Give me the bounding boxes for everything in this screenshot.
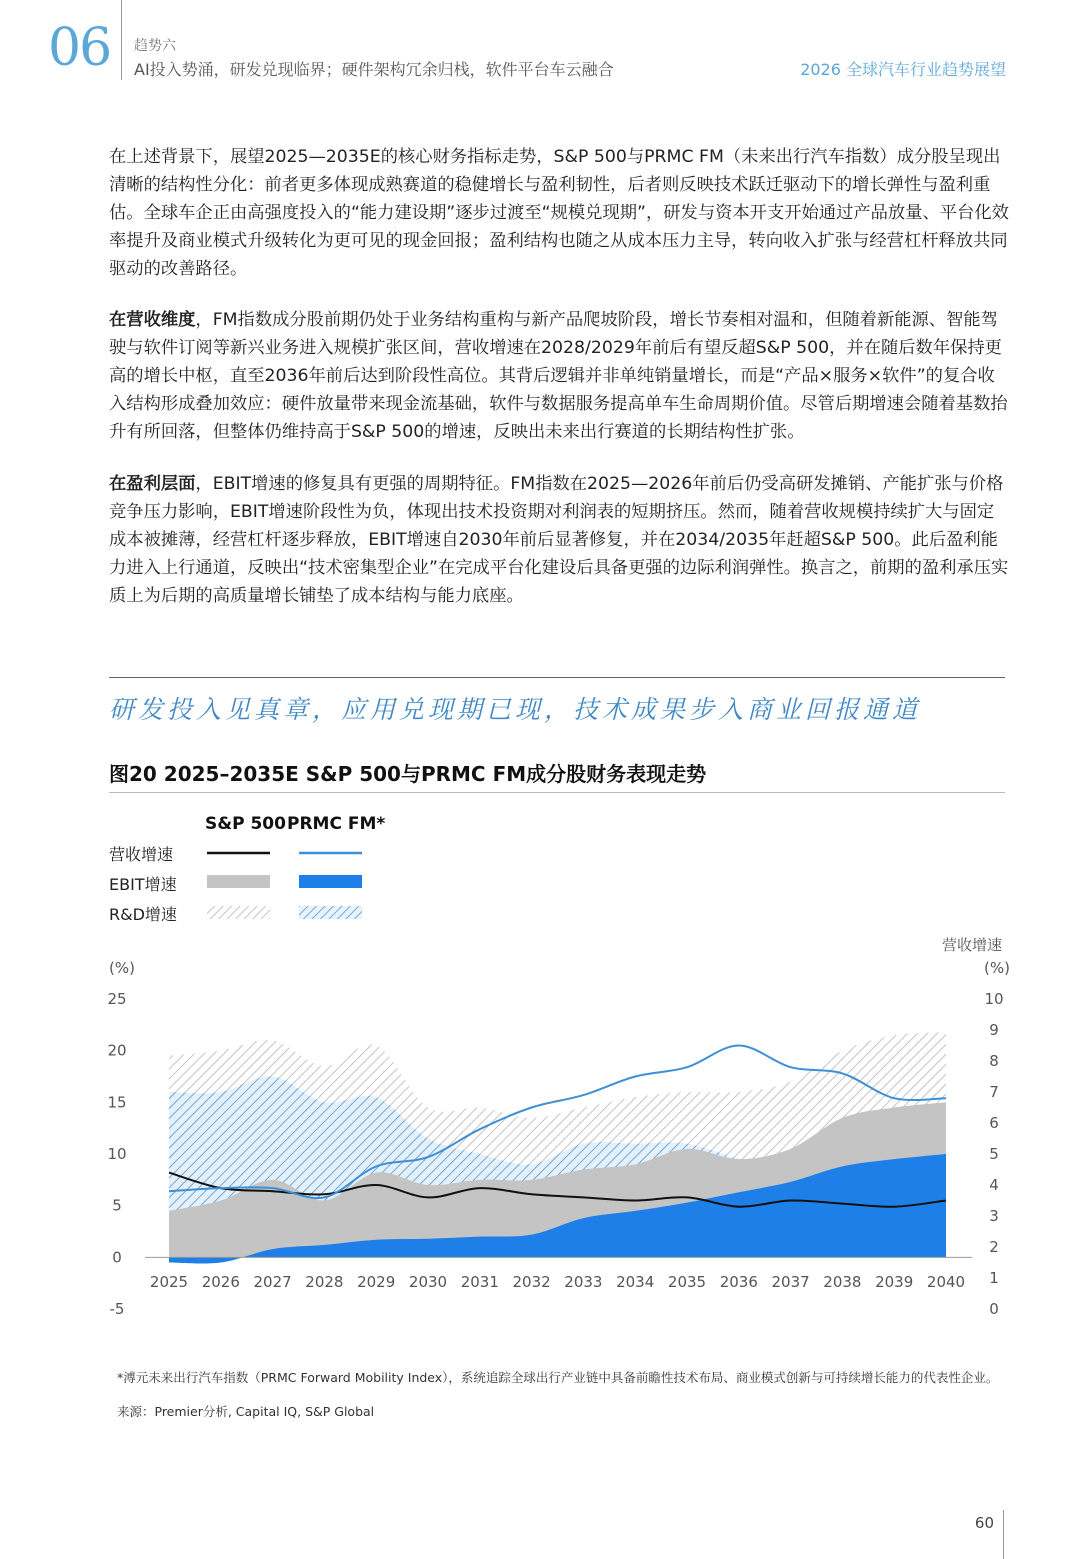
footnote-source: 来源：Premier分析, Capital IQ, S&P Global: [117, 1404, 375, 1419]
x-tick-label: 2027: [253, 1273, 292, 1291]
chapter-subtitle: AI投入势涌，研发兑现临界；硬件架构冗余归栈，软件平台车云融合: [134, 60, 614, 79]
footnote-note: *溥元未来出行汽车指数（PRMC Forward Mobility Index），系统追踪全球出行产业链中具备前瞻性技术布局、商业模式创新与可持续增长能力的代表性企业。: [117, 1370, 999, 1385]
right-axis-unit: (%): [984, 959, 1010, 977]
x-tick-label: 2025: [149, 1273, 189, 1291]
right-tick-label: 0: [989, 1300, 999, 1318]
x-tick-label: 2036: [719, 1273, 758, 1291]
x-tick-label: 2034: [616, 1273, 655, 1291]
x-tick-label: 2040: [926, 1273, 966, 1291]
x-tick-label: 2029: [357, 1273, 396, 1291]
right-tick-label: 8: [989, 1052, 999, 1070]
left-tick-label: -5: [109, 1300, 125, 1318]
x-tick-label: 2038: [823, 1273, 862, 1291]
legend-label-rnd: R&D增速: [109, 905, 177, 924]
left-tick-label: 15: [107, 1093, 127, 1112]
right-tick-label: 9: [989, 1021, 999, 1039]
report-title: 2026 全球汽车行业趋势展望: [800, 60, 1006, 79]
x-tick-label: 2032: [512, 1273, 551, 1291]
left-tick-label: 20: [107, 1041, 127, 1060]
left-tick-label: 25: [107, 990, 127, 1008]
chapter-number: 06: [48, 18, 111, 78]
paragraph-3-lead: 在盈利层面: [109, 474, 196, 494]
x-tick-label: 2035: [667, 1273, 707, 1291]
left-tick-label: 10: [107, 1145, 127, 1163]
paragraph-2-body: ，FM指数成分股前期仍处于业务结构重构与新产品爬坡阶段，增长节奏相对温和，但随着新能源、智能驾驶与软件订阅等新兴业务进入规模扩张区间，营收增速在2028/2029年前后有望反超S&P 500，并在随后数年保持更高的增长中枢，直至2036年前后达到阶段性高位。其背后逻辑并非单纯销量增长，而是“产品×服务×软件”的复合收入结构形成叠加效应：硬件放量带来现金流基础，软件与数据服务提高单车生命周期价值。尽管后期增速会随着基数抬升有所回落，但整体仍维持高于S&P 500的增速，反映出未来出行赛道的长期结构性扩张。: [109, 310, 1008, 442]
right-tick-label: 1: [989, 1269, 999, 1287]
x-tick-label: 2031: [460, 1273, 499, 1291]
paragraph-3-body: ，EBIT增速的修复具有更强的周期特征。FM指数在2025—2026年前后仍受高研发摊销、产能扩张与价格竞争压力影响，EBIT增速阶段性为负，体现出技术投资期对利润表的短期挤压。然而，随着营收规模持续扩大与固定成本被摊薄，经营杠杆逐步释放，EBIT增速自2030年前后显著修复，并在2034/2035年赶超S&P 500。此后盈利能力进入上行通道，反映出“技术密集型企业”在完成平台化建设后具备更强的边际利润弹性。换言之，前期的盈利承压实质上为后期的高质量增长铺垫了成本结构与能力底座。: [109, 474, 1009, 606]
x-tick-label: 2030: [408, 1273, 448, 1291]
x-tick-label: 2026: [201, 1273, 240, 1291]
right-tick-label: 7: [989, 1083, 999, 1101]
page-number: 60: [974, 1514, 994, 1532]
right-tick-label: 6: [989, 1114, 999, 1132]
legend-label-ebit: EBIT增速: [109, 875, 177, 894]
legend-header-sp500: S&P 500: [205, 814, 286, 834]
x-tick-label: 2033: [564, 1273, 603, 1291]
left-tick-label: 0: [112, 1248, 122, 1267]
right-tick-label: 5: [989, 1145, 999, 1163]
page-number-divider: [1003, 1510, 1004, 1559]
figure-title: 图20 2025–2035E S&P 500与PRMC FM成分股财务表现走势: [109, 762, 707, 786]
left-tick-label: 5: [112, 1196, 122, 1215]
x-tick-label: 2028: [305, 1273, 344, 1291]
section-title: 研发投入见真章，应用兑现期已现，技术成果步入商业回报通道: [109, 695, 922, 724]
legend-header-prmc: PRMC FM*: [287, 814, 386, 834]
x-tick-label: 2037: [771, 1273, 810, 1291]
left-axis-unit: (%): [109, 959, 135, 977]
x-tick-label: 2039: [875, 1273, 914, 1291]
right-tick-label: 10: [984, 990, 1004, 1008]
right-axis-title: 营收增速: [942, 936, 1003, 954]
trend-label: 趋势六: [134, 38, 176, 54]
paragraph-2-lead: 在营收维度: [109, 310, 196, 330]
legend-label-revenue: 营收增速: [109, 845, 174, 864]
right-tick-label: 4: [989, 1176, 999, 1194]
paragraph-1: 在上述背景下，展望2025—2035E的核心财务指标走势，S&P 500与PRMC FM（未来出行汽车指数）成分股呈现出清晰的结构性分化：前者更多体现成熟赛道的稳健增长与盈利韧性，后者则反映技术跃迁驱动下的增长弹性与盈利重估。全球车企正由高强度投入的“能力建设期”逐步过渡至“规模兑现期”，研发与资本开支开始通过产品放量、平台化效率提升及商业模式升级转化为更可见的现金回报；盈利结构也随之从成本压力主导，转向收入扩张与经营杠杆释放共同驱动的改善路径。: [109, 147, 1009, 279]
right-tick-label: 3: [989, 1207, 999, 1225]
right-tick-label: 2: [989, 1238, 999, 1256]
